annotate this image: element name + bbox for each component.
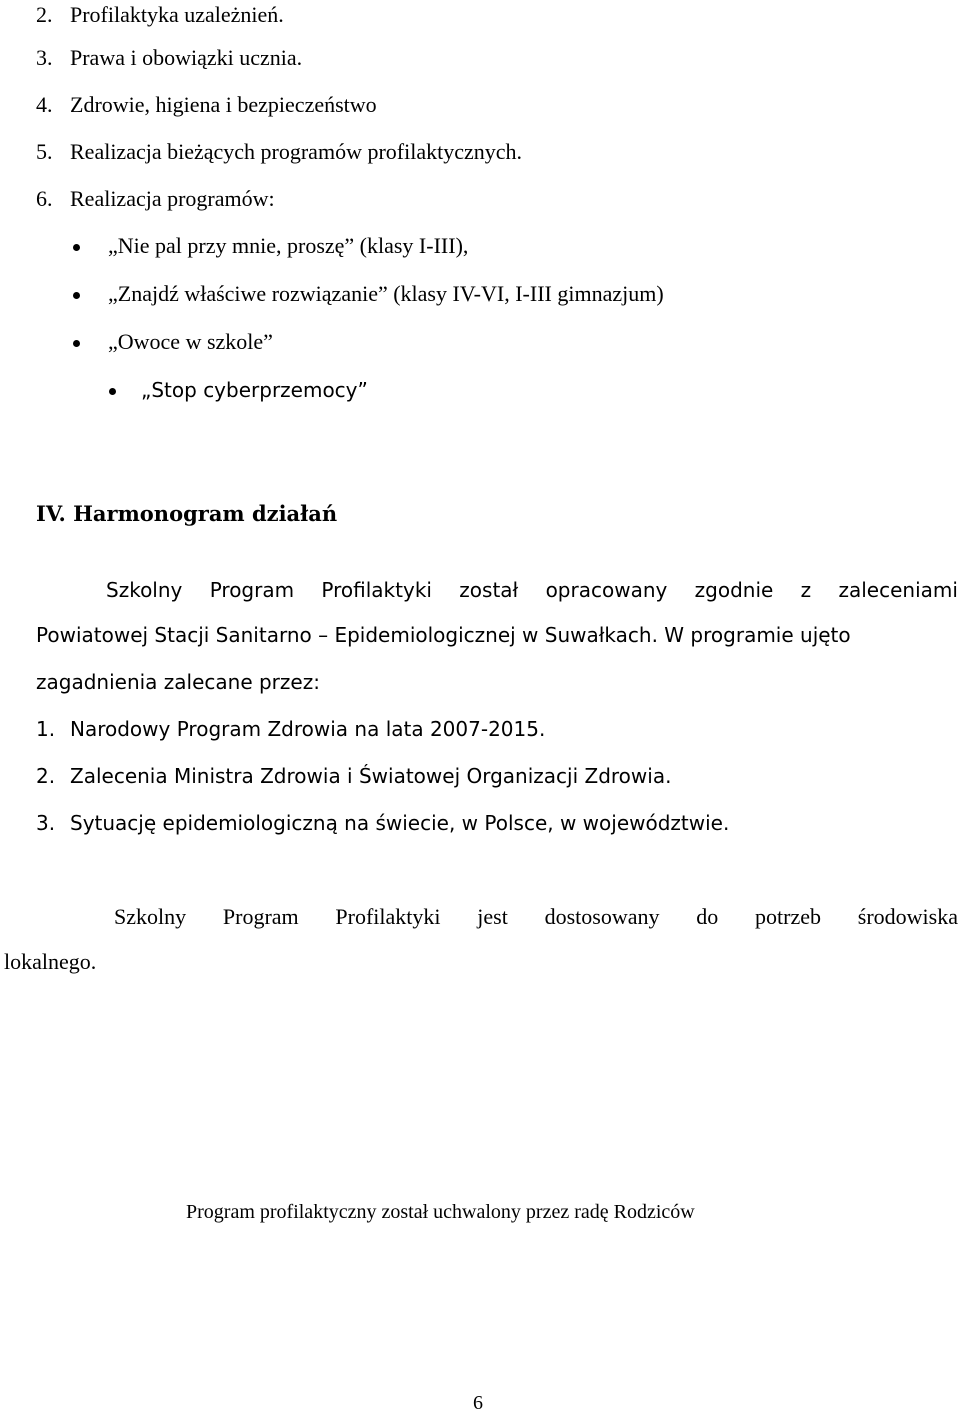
source-number: 2. [36,764,56,788]
source-text: Sytuację epidemiologiczną na świecie, w Polsce, w województwie. [70,811,730,835]
word: Program [222,904,299,929]
word: Profilaktyki [321,578,432,602]
list-item [36,47,302,69]
paragraph-line-justified [106,578,958,602]
source-item [36,719,545,739]
list-text: Prawa i obowiązki ucznia. [70,45,303,70]
list-item [36,188,275,210]
footer-note: Program profilaktyczny został uchwalony przez radę Rodziców [186,1201,695,1223]
word: Szkolny [114,904,187,929]
list-number: 3. [36,45,53,70]
list-number: 4. [36,92,53,117]
program-item: „Nie pal przy mnie, proszę” (klasy I-III), [108,233,469,258]
word: Szkolny [106,578,183,602]
paragraph-line: zagadnienia zalecane przez: [36,670,320,694]
program-item: „Znajdź właściwe rozwiązanie” (klasy IV-VI, I-III gimnazjum) [108,281,664,306]
list-text: Realizacja programów: [70,186,275,211]
word: środowiska [857,904,958,929]
list-text: Profilaktyka uzależnień. [70,2,284,27]
list-item [36,4,284,26]
bullet-icon [73,292,80,299]
word: zgodnie [694,578,774,602]
list-number: 5. [36,139,53,164]
paragraph-line: Powiatowej Stacji Sanitarno – Epidemiologicznej w Suwałkach. W programie ujęto [36,623,851,647]
word: zaleceniami [838,578,958,602]
bullet-icon [73,244,80,251]
source-number: 1. [36,717,56,741]
word: jest [477,904,508,929]
word: opracowany [545,578,668,602]
bullet-icon [73,340,80,347]
word: Profilaktyki [335,904,441,929]
section-heading: IV. Harmonogram działań [36,501,338,526]
source-text: Narodowy Program Zdrowia na lata 2007-2015. [70,717,546,741]
word: z [800,578,812,602]
word: do [696,904,719,929]
list-text: Zdrowie, higiena i bezpieczeństwo [70,92,377,117]
closing-line-justified [114,904,958,930]
word: Program [209,578,295,602]
source-number: 3. [36,811,56,835]
source-text: Zalecenia Ministra Zdrowia i Światowej Organizacji Zdrowia. [70,764,672,788]
page-number: 6 [473,1392,483,1414]
word: został [459,578,519,602]
word: potrzeb [755,904,822,929]
word: dostosowany [544,904,660,929]
source-item [36,766,671,786]
program-item: „Owoce w szkole” [108,329,273,354]
closing-line: lokalnego. [4,949,97,974]
source-item [36,813,729,833]
list-number: 2. [36,2,53,27]
list-item [36,94,377,116]
list-text: Realizacja bieżących programów profilaktycznych. [70,139,522,164]
list-item [36,141,522,163]
program-item: „Stop cyberprzemocy” [141,378,368,402]
list-number: 6. [36,186,53,211]
bullet-icon [109,388,116,395]
